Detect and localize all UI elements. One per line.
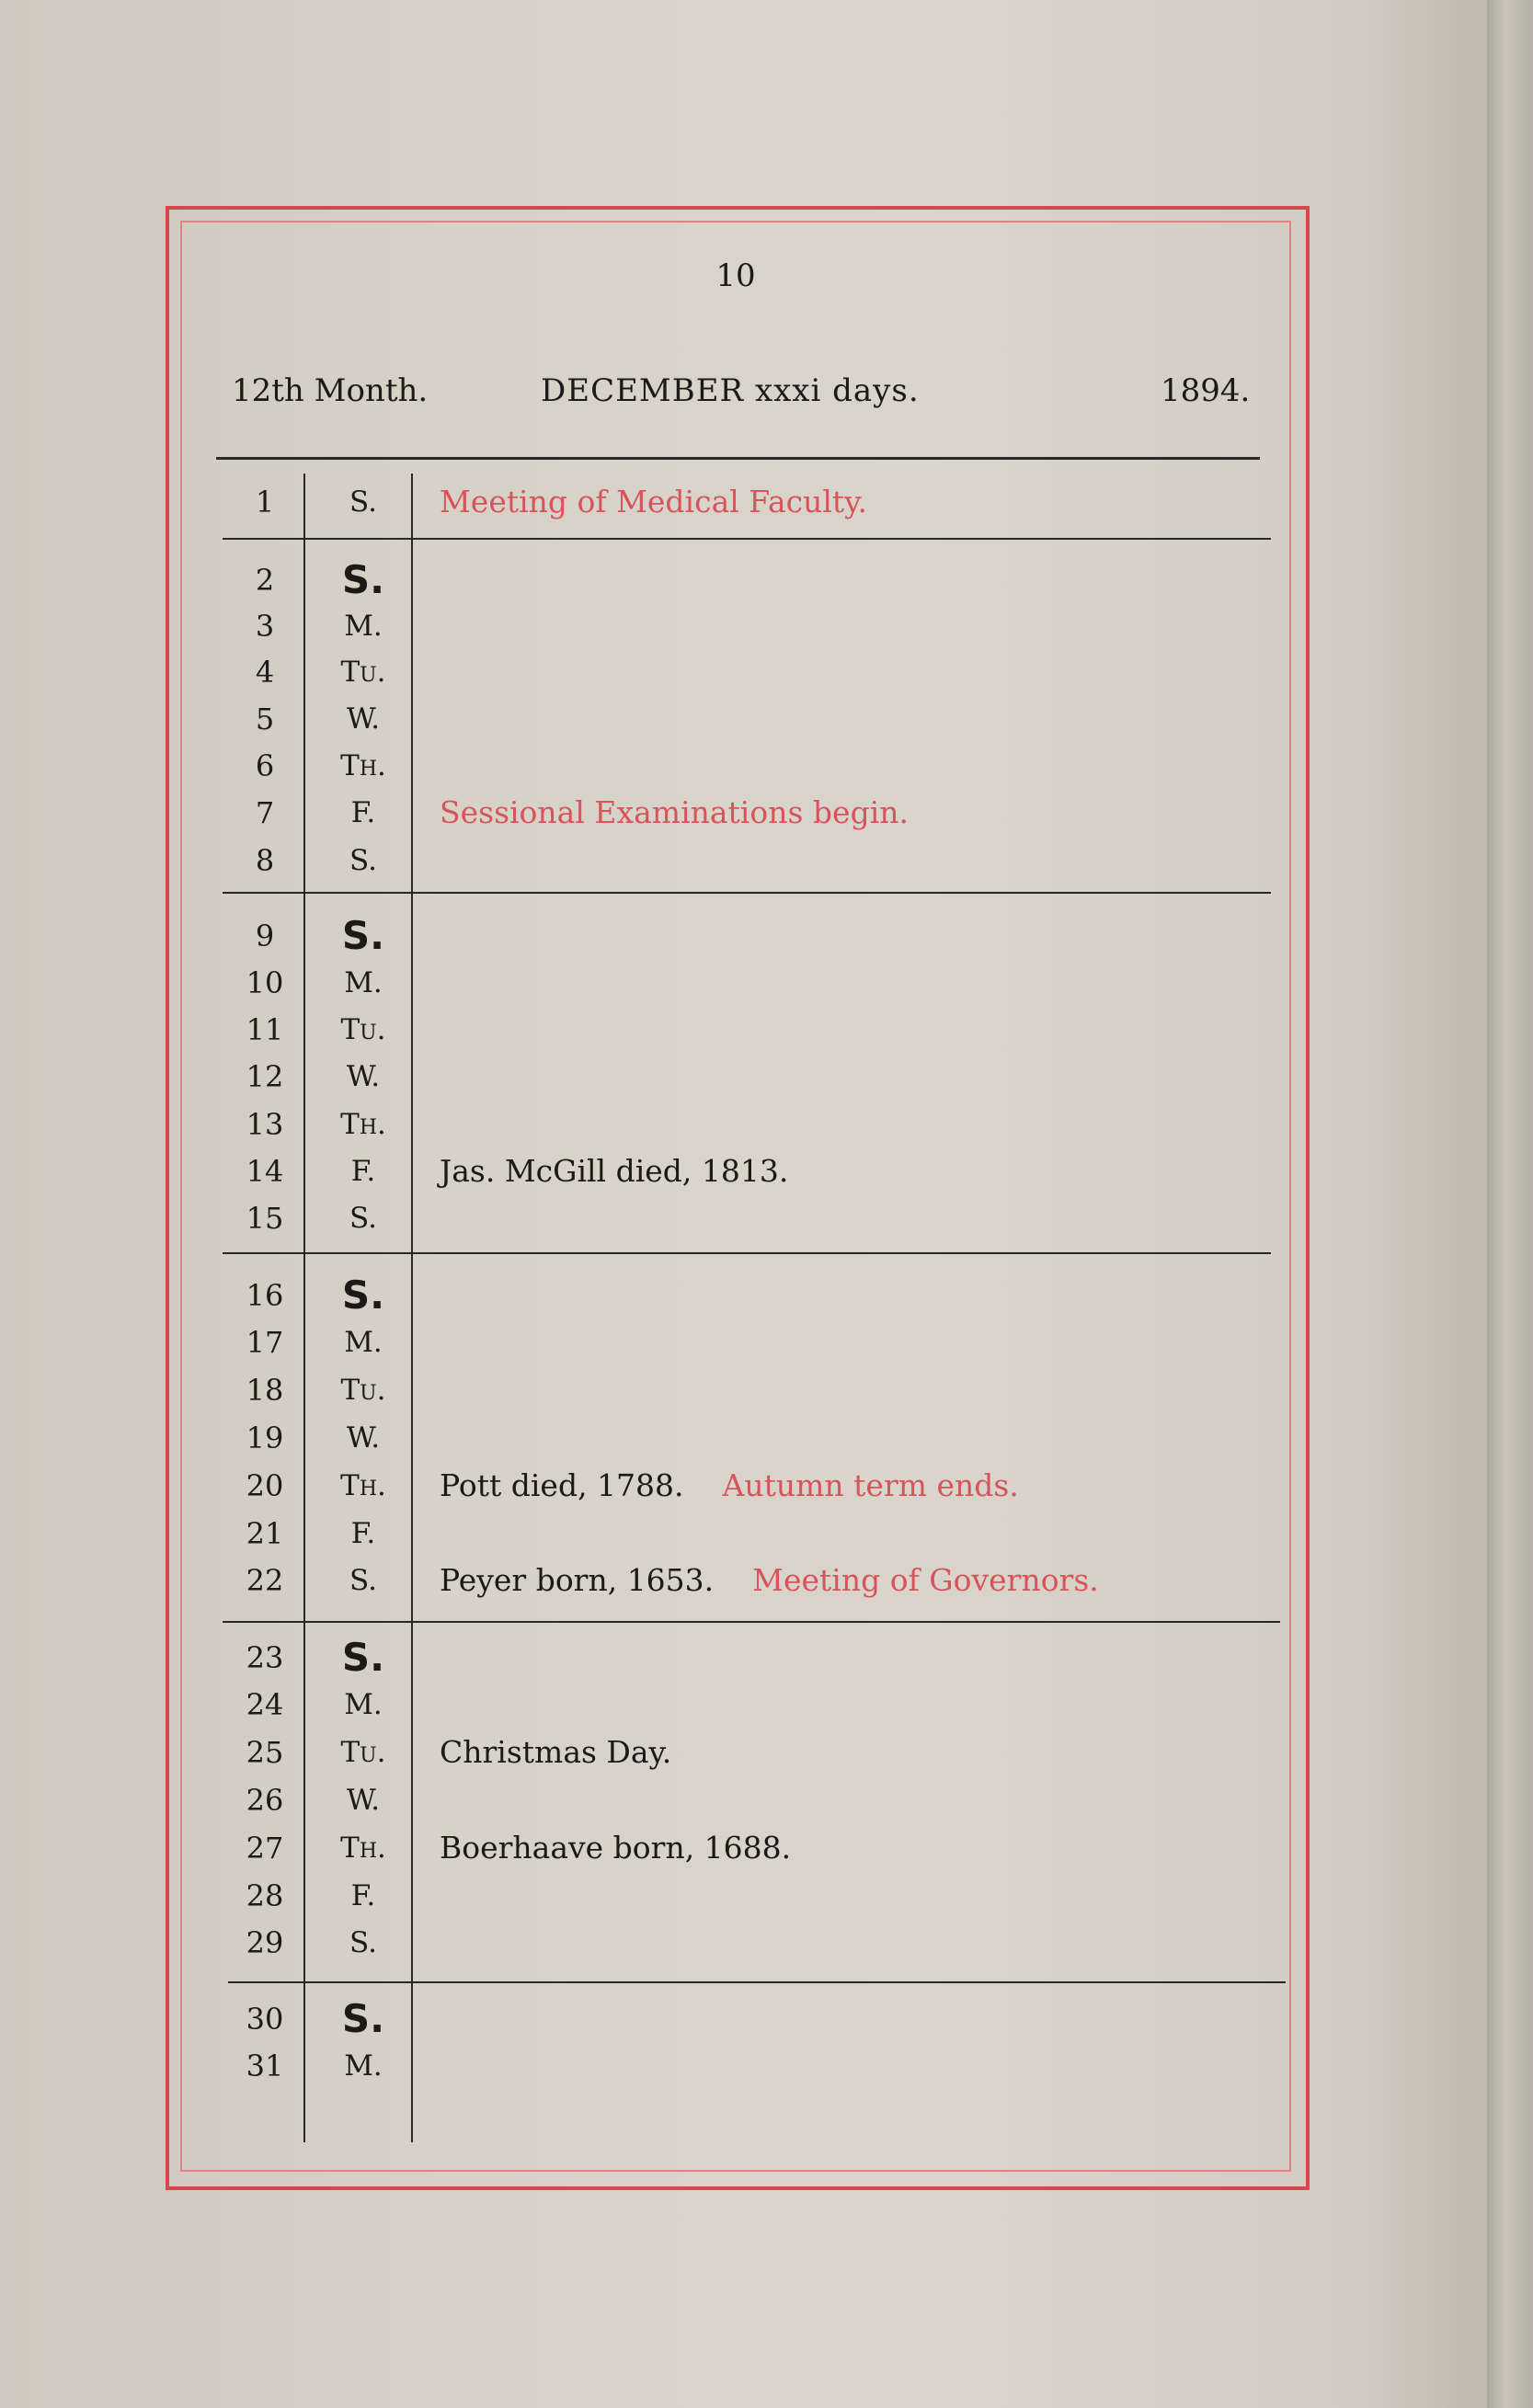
day-column-divider bbox=[411, 474, 413, 2142]
date-number: 5 bbox=[255, 702, 275, 736]
weekday-label: Tu. bbox=[340, 1374, 386, 1407]
weekday-label: Tu. bbox=[340, 1736, 386, 1769]
header-rule bbox=[216, 457, 1260, 460]
date-number: 18 bbox=[246, 1373, 284, 1408]
weekday-label: F. bbox=[350, 796, 376, 829]
date-number: 23 bbox=[246, 1640, 284, 1675]
weekday-label: Th. bbox=[340, 749, 386, 782]
month-label: 12th Month. bbox=[232, 372, 429, 409]
weekday-label: Th. bbox=[340, 1469, 386, 1502]
weekday-label: M. bbox=[344, 966, 383, 999]
date-number: 2 bbox=[255, 563, 275, 598]
date-column-divider bbox=[303, 474, 305, 2142]
date-number: 21 bbox=[246, 1516, 284, 1551]
event-note bbox=[440, 1824, 791, 1872]
date-number: 28 bbox=[246, 1878, 284, 1913]
date-number: 10 bbox=[246, 965, 284, 1000]
college-event-text: Meeting of Governors. bbox=[752, 1562, 1099, 1598]
event-text: Boerhaave born, 1688. bbox=[440, 1830, 792, 1866]
event-note bbox=[440, 1557, 1099, 1604]
weekday-label: Th. bbox=[340, 1832, 386, 1865]
weekday-label: W. bbox=[346, 702, 381, 736]
college-event-text: Autumn term ends. bbox=[722, 1467, 1019, 1503]
weekday-label: S. bbox=[341, 1996, 385, 2041]
event-text: Jas. McGill died, 1813. bbox=[440, 1153, 789, 1189]
event-note bbox=[440, 1147, 788, 1195]
page-title: DECEMBER xxxi days. bbox=[541, 372, 920, 409]
date-number: 19 bbox=[246, 1421, 284, 1455]
date-number: 25 bbox=[246, 1735, 284, 1770]
date-number: 29 bbox=[246, 1925, 284, 1960]
date-number: 7 bbox=[255, 795, 275, 830]
week-separator bbox=[223, 1252, 1271, 1254]
week-separator bbox=[223, 1621, 1280, 1623]
weekday-label: S. bbox=[341, 913, 385, 958]
weekday-label: M. bbox=[344, 1326, 383, 1359]
weekday-label: W. bbox=[346, 1784, 381, 1817]
date-number: 17 bbox=[246, 1325, 284, 1360]
weekday-label: S. bbox=[341, 557, 385, 602]
event-note bbox=[440, 478, 867, 526]
weekday-label: F. bbox=[350, 1879, 376, 1912]
date-number: 27 bbox=[246, 1831, 284, 1866]
week-separator bbox=[223, 892, 1271, 894]
date-number: 16 bbox=[246, 1278, 284, 1313]
event-note bbox=[440, 1462, 1019, 1510]
date-number: 8 bbox=[255, 843, 275, 878]
weekday-label: W. bbox=[346, 1060, 381, 1093]
college-event-text: Meeting of Medical Faculty. bbox=[440, 484, 867, 519]
event-text: Pott died, 1788. bbox=[440, 1467, 684, 1503]
date-number: 30 bbox=[246, 2002, 284, 2037]
date-number: 24 bbox=[246, 1687, 284, 1722]
weekday-label: S. bbox=[349, 485, 377, 519]
weekday-label: S. bbox=[349, 1202, 377, 1235]
weekday-label: Th. bbox=[340, 1108, 386, 1141]
date-number: 9 bbox=[255, 919, 275, 953]
date-number: 12 bbox=[246, 1059, 284, 1094]
date-number: 11 bbox=[246, 1012, 284, 1047]
event-text: Peyer born, 1653. bbox=[440, 1562, 715, 1598]
weekday-label: M. bbox=[344, 2049, 383, 2083]
week-separator bbox=[223, 538, 1271, 540]
weekday-label: S. bbox=[349, 1926, 377, 1959]
weekday-label: Tu. bbox=[340, 656, 386, 689]
date-number: 26 bbox=[246, 1783, 284, 1818]
weekday-label: S. bbox=[341, 1635, 385, 1680]
event-note bbox=[440, 1729, 671, 1776]
weekday-label: F. bbox=[350, 1155, 376, 1188]
date-number: 6 bbox=[255, 748, 275, 783]
date-number: 14 bbox=[246, 1154, 284, 1189]
weekday-label: M. bbox=[344, 1688, 383, 1721]
date-number: 22 bbox=[246, 1563, 284, 1598]
weekday-label: S. bbox=[349, 844, 377, 877]
weekday-label: W. bbox=[346, 1421, 381, 1455]
weekday-label: F. bbox=[350, 1517, 376, 1550]
date-number: 3 bbox=[255, 609, 275, 644]
date-number: 13 bbox=[246, 1107, 284, 1142]
year-label: 1894. bbox=[1161, 372, 1251, 409]
book-spine bbox=[1487, 0, 1533, 2408]
college-event-text: Sessional Examinations begin. bbox=[440, 794, 909, 830]
date-number: 4 bbox=[255, 655, 275, 690]
weekday-label: S. bbox=[341, 1272, 385, 1318]
date-number: 20 bbox=[246, 1468, 284, 1503]
weekday-label: Tu. bbox=[340, 1013, 386, 1046]
week-separator bbox=[228, 1981, 1286, 1983]
date-number: 1 bbox=[255, 485, 275, 519]
page-number: 10 bbox=[715, 257, 756, 294]
event-note bbox=[440, 789, 909, 837]
weekday-label: S. bbox=[349, 1564, 377, 1597]
event-text: Christmas Day. bbox=[440, 1734, 672, 1770]
weekday-label: M. bbox=[344, 610, 383, 643]
date-number: 31 bbox=[246, 2049, 284, 2083]
date-number: 15 bbox=[246, 1201, 284, 1236]
